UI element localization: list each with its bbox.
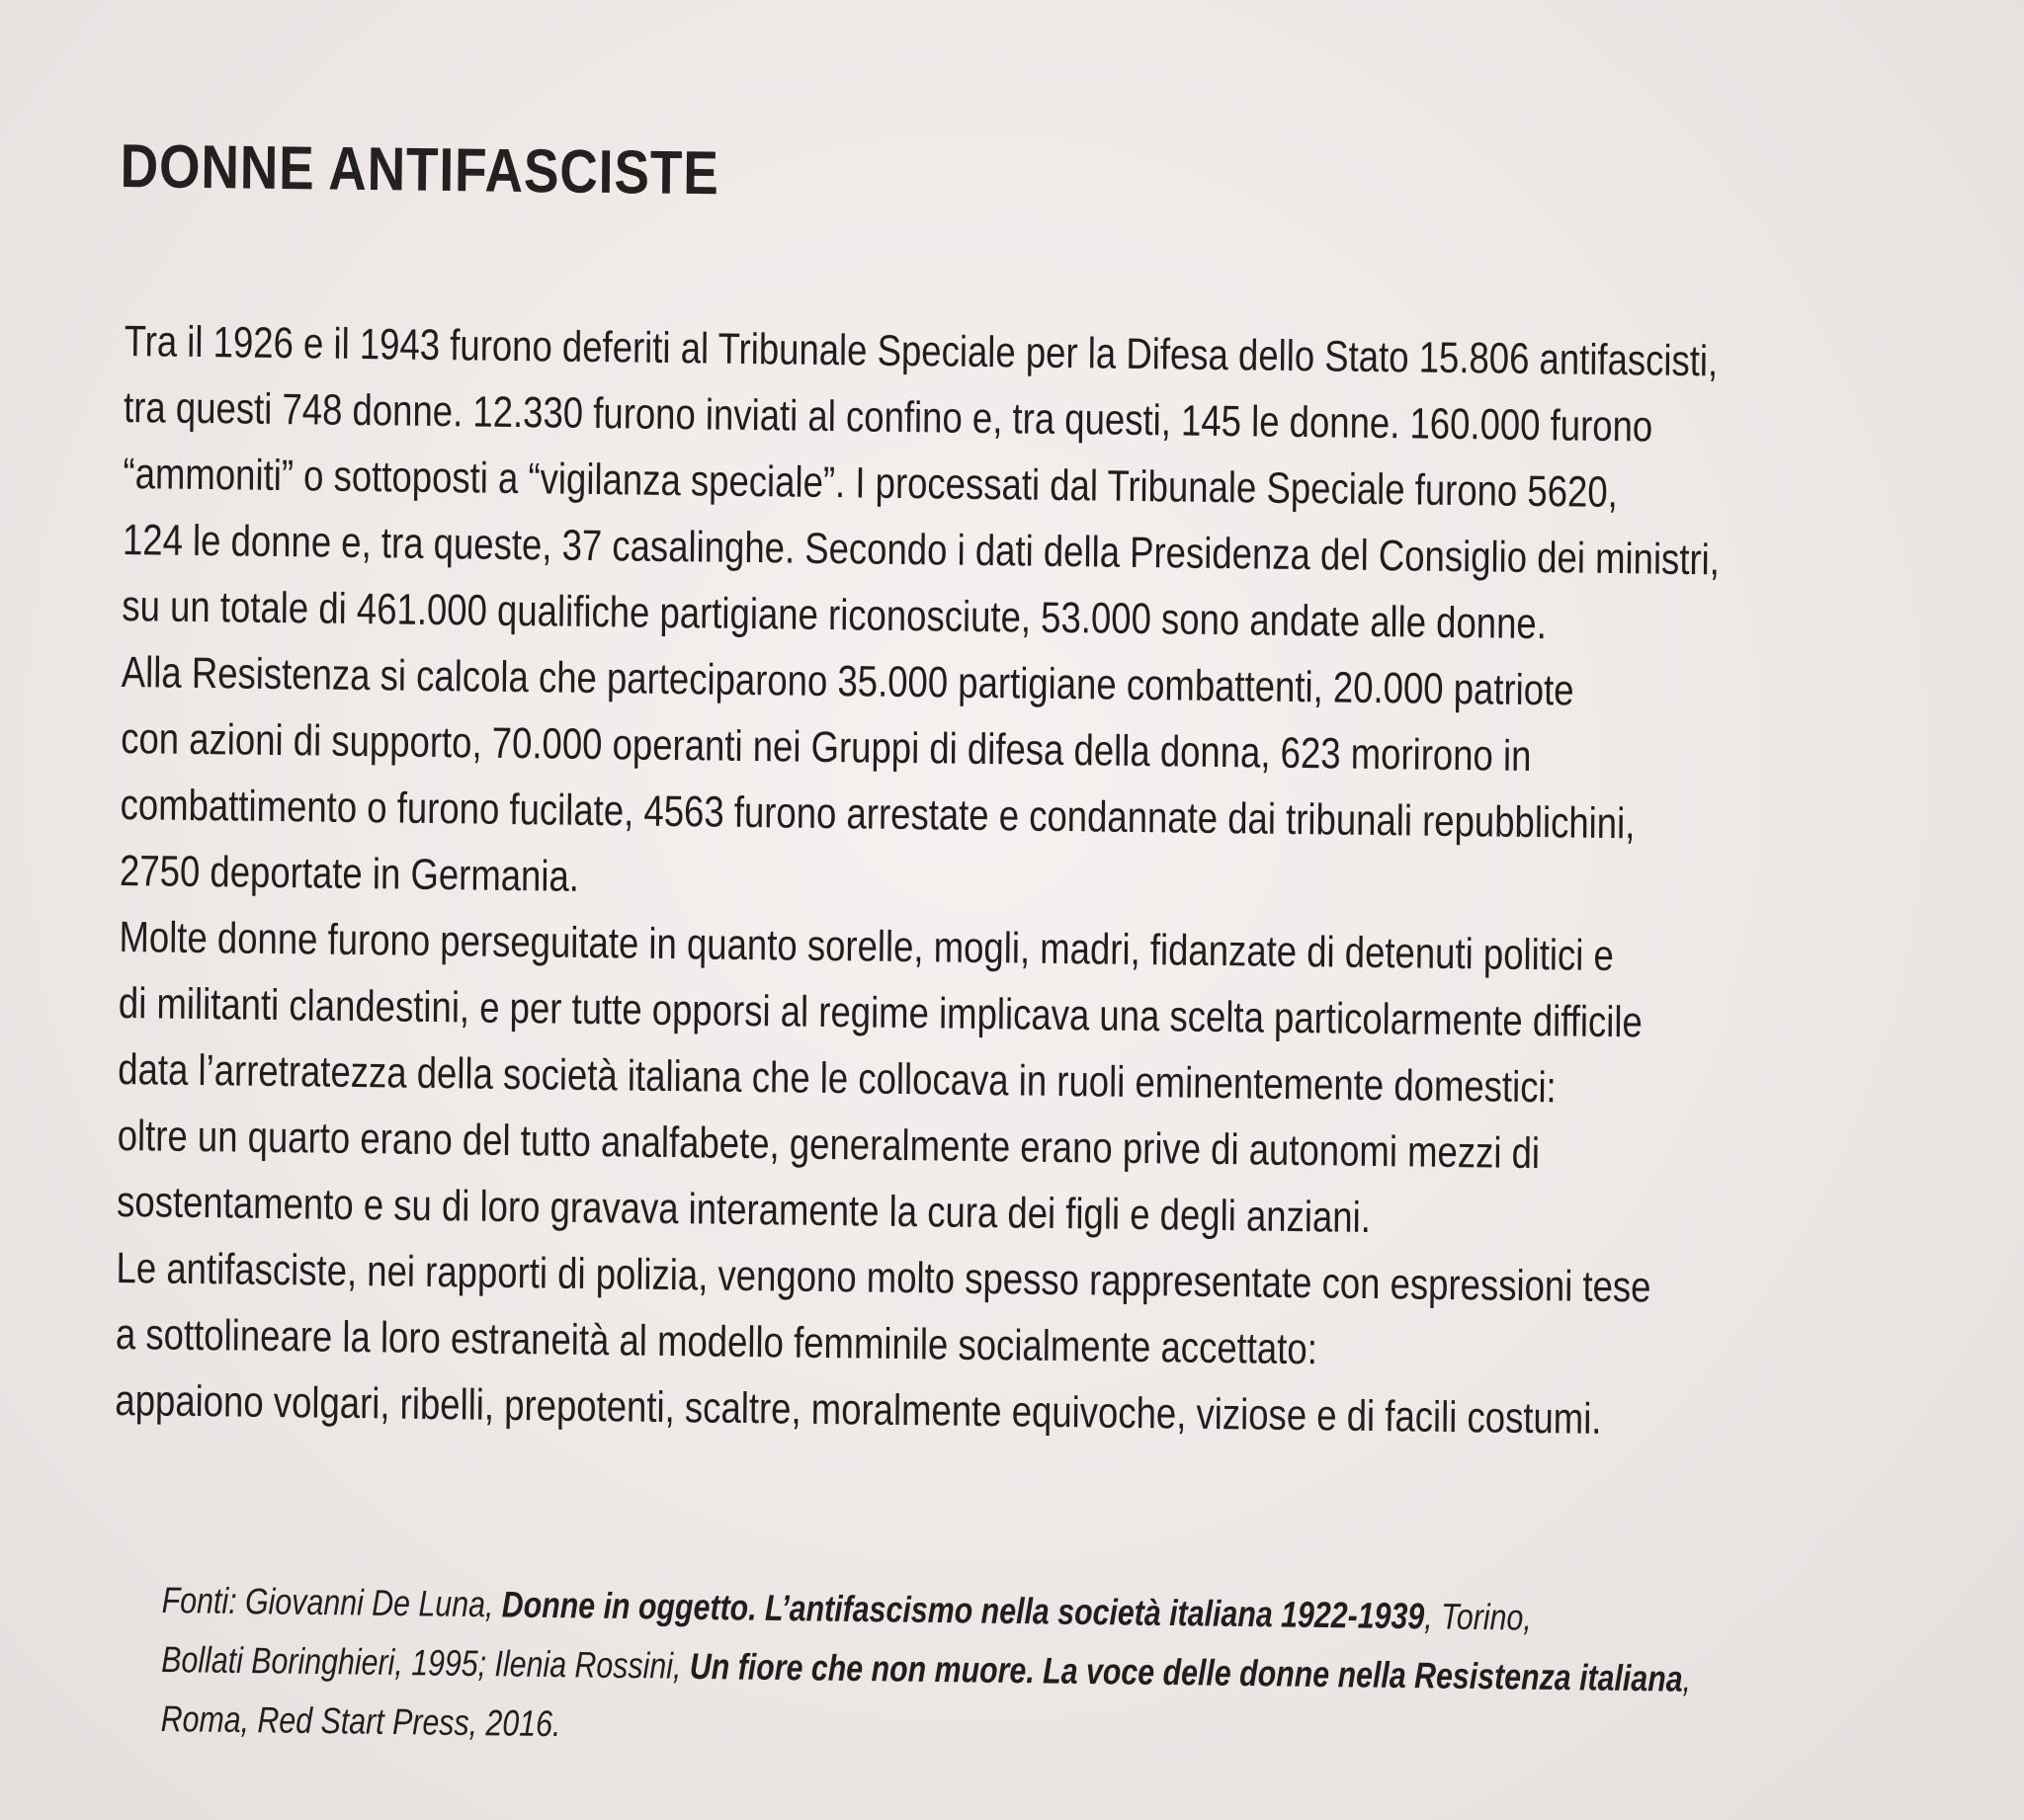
body-line: di militanti clandestini, e per tutte opporsi al regime implicava una scelta particolarmente difficile	[118, 978, 1644, 1047]
source-text: ,	[1682, 1658, 1692, 1699]
panel-body-text	[115, 308, 1721, 1453]
panel-title: DONNE ANTIFASCISTE	[120, 132, 719, 208]
body-line: tra questi 748 donne. 12.330 furono inviati al confino e, tra questi, 145 le donne. 160.000 furono	[123, 382, 1653, 452]
source-book-title: Un fiore che non muore. La voce delle donne nella Resistenza italiana	[689, 1645, 1683, 1699]
body-line: a sottolineare la loro estraneità al modello femminile socialmente accettato:	[115, 1309, 1318, 1374]
body-line: data l’arretratezza della società italiana che le collocava in ruoli eminentemente domestici:	[118, 1044, 1557, 1113]
body-line: Le antifasciste, nei rapporti di polizia, vengono molto spesso rappresentate con espressioni tese	[116, 1243, 1651, 1312]
source-book-title: Donne in oggetto. L’antifascismo nella società italiana 1922-1939	[501, 1584, 1425, 1637]
body-line: 2750 deportate in Germania.	[119, 846, 580, 901]
body-line: “ammoniti” o sottoposti a “vigilanza speciale”. I processati dal Tribunale Speciale furono 5620,	[123, 449, 1618, 518]
body-line: appaiono volgari, ribelli, prepotenti, scaltre, moralmente equivoche, viziose e di facili costumi.	[115, 1375, 1602, 1444]
body-line: sostentamento e su di loro gravava interamente la cura dei figli e degli anziani.	[116, 1177, 1372, 1242]
source-text: , Torino,	[1424, 1596, 1532, 1638]
sources-citation	[160, 1571, 1701, 1769]
body-line: Tra il 1926 e il 1943 furono deferiti al Tribunale Speciale per la Difesa dello Stato 15.806 antifascisti,	[124, 316, 1719, 386]
body-line: su un totale di 461.000 qualifiche partigiane riconosciute, 53.000 sono andate alle donne.	[122, 581, 1548, 649]
source-text: Fonti: Giovanni De Luna,	[161, 1579, 502, 1625]
body-line: Alla Resistenza si calcola che parteciparono 35.000 partigiane combattenti, 20.000 patriote	[121, 647, 1574, 715]
body-line: combattimento o furono fucilate, 4563 furono arrestate e condannate dai tribunali repubblichini,	[120, 780, 1636, 849]
body-line: con azioni di supporto, 70.000 operanti nei Gruppi di difesa della donna, 623 morirono in	[121, 713, 1532, 781]
body-line: 124 le donne e, tra queste, 37 casalinghe. Secondo i dati della Presidenza del Consiglio dei ministri,	[122, 515, 1721, 585]
body-line: Molte donne furono perseguitate in quanto sorelle, mogli, madri, fidanzate di detenuti politici e	[119, 912, 1615, 981]
body-line: oltre un quarto erano del tutto analfabete, generalmente erano prive di autonomi mezzi di	[117, 1111, 1541, 1179]
source-text: Roma, Red Start Press, 2016.	[160, 1697, 561, 1745]
source-text: Bollati Boringhieri, 1995; Ilenia Rossini,	[161, 1638, 690, 1687]
